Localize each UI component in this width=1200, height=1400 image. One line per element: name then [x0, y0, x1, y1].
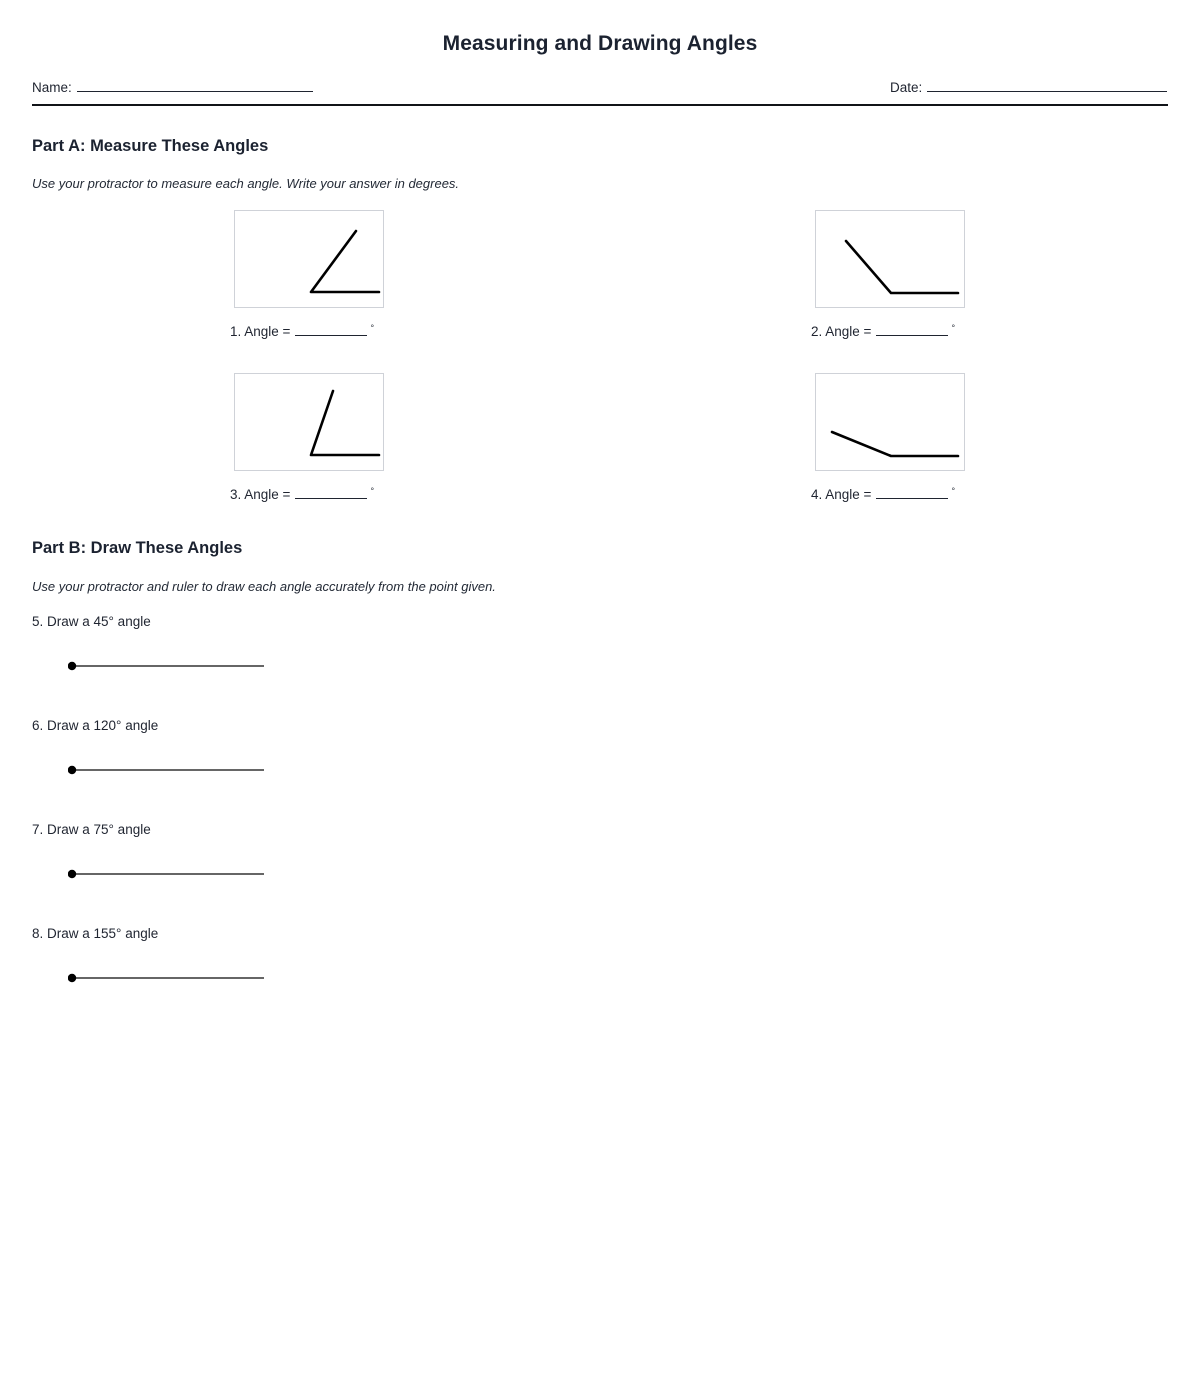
vertex-point-icon [68, 662, 76, 670]
date-label: Date: [890, 80, 923, 95]
angle-answer-1[interactable] [230, 322, 374, 339]
draw-label-8: 8. Draw a 155° angle [32, 926, 159, 941]
name-label: Name: [32, 80, 72, 95]
angle-drawing-4 [816, 374, 964, 470]
angle-answer-line-1[interactable] [295, 322, 367, 336]
header-divider [32, 104, 1168, 106]
date-write-line[interactable] [927, 78, 1167, 92]
part-a-heading: Part A: Measure These Angles [32, 137, 269, 155]
baseline-ray-5 [68, 660, 268, 672]
angle-figure-4 [815, 373, 965, 471]
draw-baseline-6[interactable] [68, 764, 268, 776]
angle-answer-3[interactable] [230, 485, 374, 502]
part-a-instructions: Use your protractor to measure each angle. Write your answer in degrees. [32, 176, 460, 191]
degree-symbol-2: ° [951, 323, 956, 333]
angle-answer-line-2[interactable] [876, 322, 948, 336]
angle-drawing-1 [235, 211, 383, 307]
angle-answer-label-2: 2. Angle = [811, 324, 872, 339]
baseline-ray-7 [68, 868, 268, 880]
vertex-point-icon [68, 766, 76, 774]
date-field[interactable] [890, 78, 1167, 95]
draw-baseline-8[interactable] [68, 972, 268, 984]
angle-drawing-2 [816, 211, 964, 307]
part-b-instructions: Use your protractor and ruler to draw each angle accurately from the point given. [32, 579, 496, 594]
angle-answer-line-4[interactable] [876, 485, 948, 499]
name-field[interactable] [32, 78, 313, 95]
draw-baseline-5[interactable] [68, 660, 268, 672]
draw-label-5: 5. Draw a 45° angle [32, 614, 151, 629]
draw-label-6: 6. Draw a 120° angle [32, 718, 159, 733]
baseline-ray-8 [68, 972, 268, 984]
vertex-point-icon [68, 974, 76, 982]
angle-answer-label-3: 3. Angle = [230, 487, 291, 502]
angle-drawing-3 [235, 374, 383, 470]
angle-figure-1 [234, 210, 384, 308]
angle-figure-2 [815, 210, 965, 308]
part-b-heading: Part B: Draw These Angles [32, 539, 243, 557]
angle-answer-line-3[interactable] [295, 485, 367, 499]
name-write-line[interactable] [77, 78, 313, 92]
angle-answer-label-1: 1. Angle = [230, 324, 291, 339]
draw-baseline-7[interactable] [68, 868, 268, 880]
angle-answer-4[interactable] [811, 485, 955, 502]
angle-figure-3 [234, 373, 384, 471]
draw-label-7: 7. Draw a 75° angle [32, 822, 151, 837]
baseline-ray-6 [68, 764, 268, 776]
angle-answer-2[interactable] [811, 322, 955, 339]
degree-symbol-3: ° [370, 486, 375, 496]
degree-symbol-4: ° [951, 486, 956, 496]
name-date-row [32, 78, 1168, 102]
angle-answer-label-4: 4. Angle = [811, 487, 872, 502]
page-title: Measuring and Drawing Angles [442, 32, 758, 55]
degree-symbol-1: ° [370, 323, 375, 333]
vertex-point-icon [68, 870, 76, 878]
